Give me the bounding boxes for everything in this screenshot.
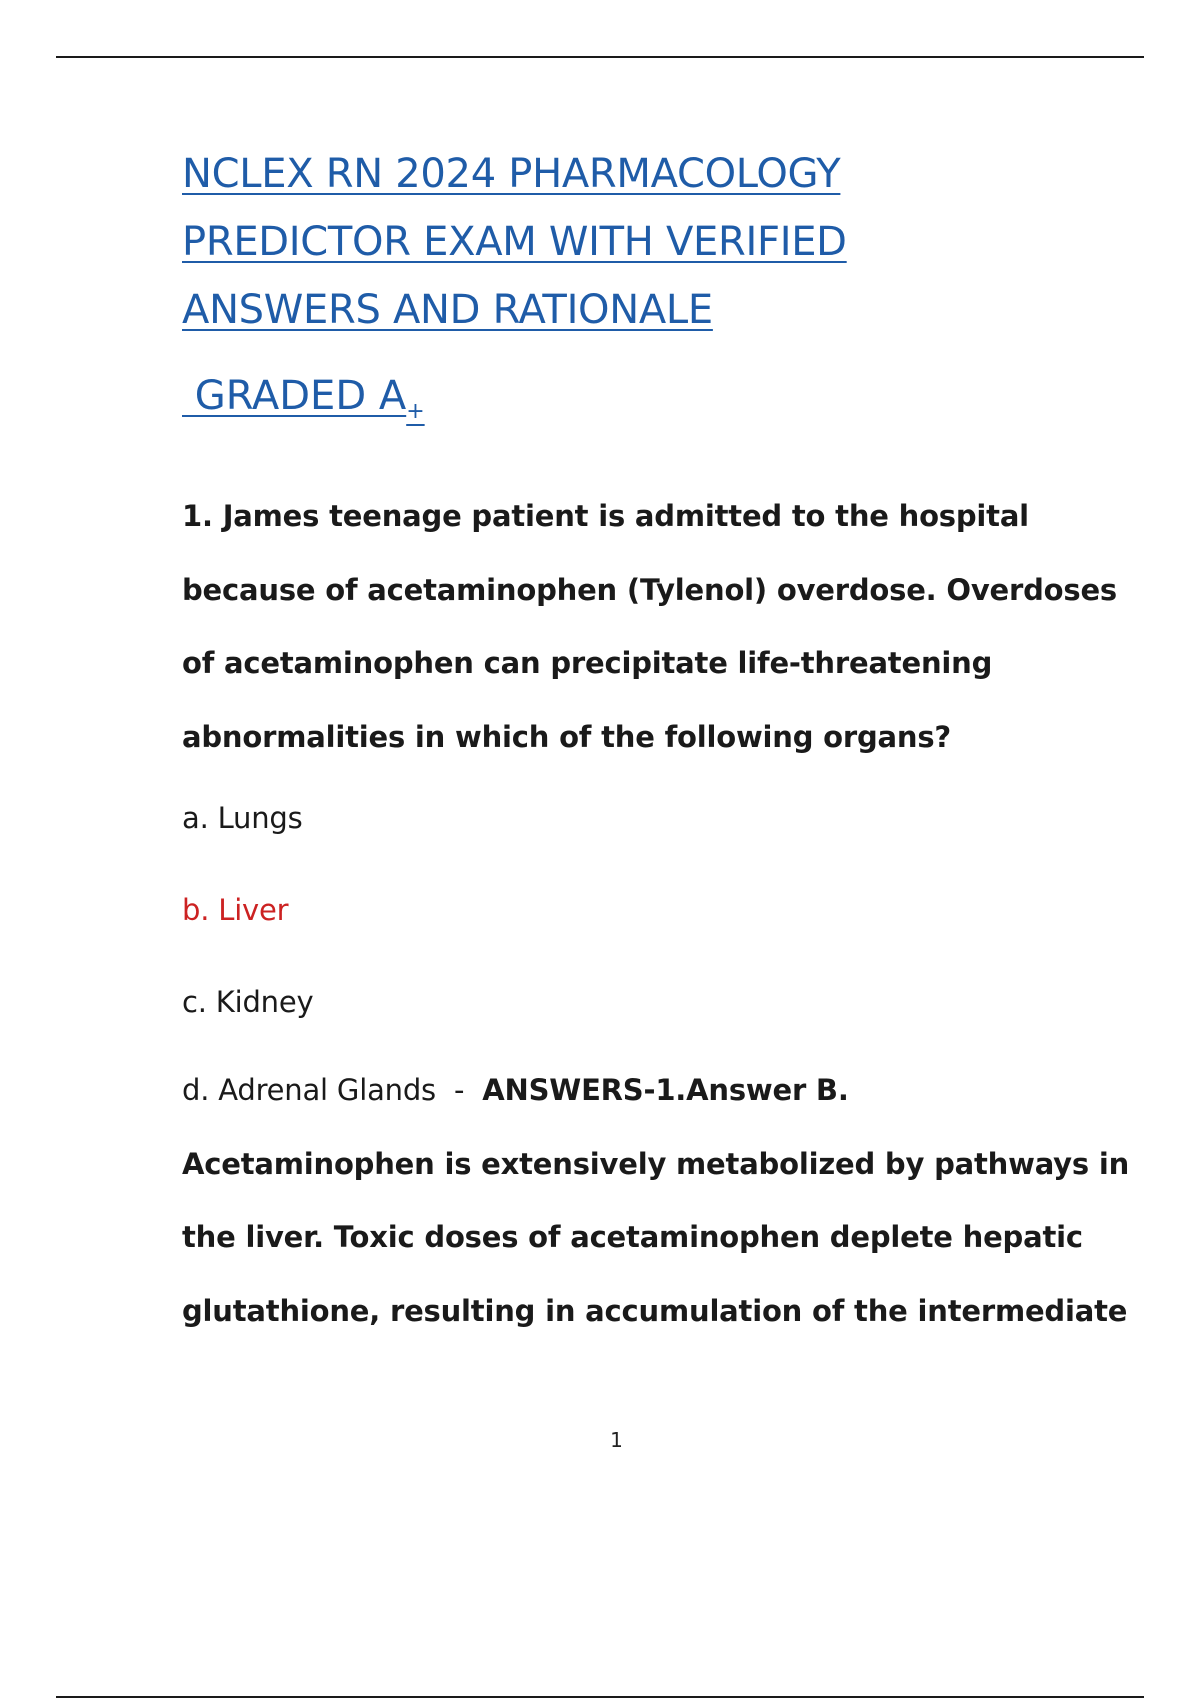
grade-plus: + [406, 399, 425, 424]
rationale-line: glutathione, resulting in accumulation of the intermediate [182, 1293, 1128, 1328]
option-a: a. Lungs [182, 801, 303, 835]
bottom-rule [56, 1696, 1144, 1698]
grade-label: GRADED $A_+$ [182, 373, 425, 424]
page-content [182, 140, 1130, 1348]
top-rule [56, 56, 1144, 58]
title-line: PREDICTOR EXAM WITH VERIFIED [182, 219, 847, 265]
question-stem [182, 480, 1117, 774]
option-c: c. Kidney [182, 985, 314, 1019]
question-line: because of acetaminophen (Tylenol) overdose. Overdoses [182, 572, 1117, 607]
answer-rationale [182, 1054, 1130, 1348]
option-b-correct: b. Liver [182, 893, 289, 927]
option-d-with-answer [182, 1054, 1062, 1128]
title-line: ANSWERS AND RATIONALE [182, 287, 713, 333]
document-title [182, 140, 1062, 344]
question-line: abnormalities in which of the following organs? [182, 719, 952, 754]
answer-separator: - [435, 1073, 483, 1107]
question-line: of acetaminophen can precipitate life-threatening [182, 646, 993, 680]
title-line: NCLEX RN 2024 PHARMACOLOGY [182, 151, 841, 197]
option-d: d. Adrenal Glands [182, 1073, 436, 1107]
page-number: 1 [610, 1428, 623, 1452]
question-line: 1. James teenage patient is admitted to the hospital [182, 499, 1029, 533]
answer-label: ANSWERS-1.Answer B. [482, 1073, 849, 1107]
rationale-line: Acetaminophen is extensively metabolized by pathways in [182, 1146, 1130, 1181]
rationale-line: the liver. Toxic doses of acetaminophen deplete hepatic [182, 1220, 1083, 1254]
